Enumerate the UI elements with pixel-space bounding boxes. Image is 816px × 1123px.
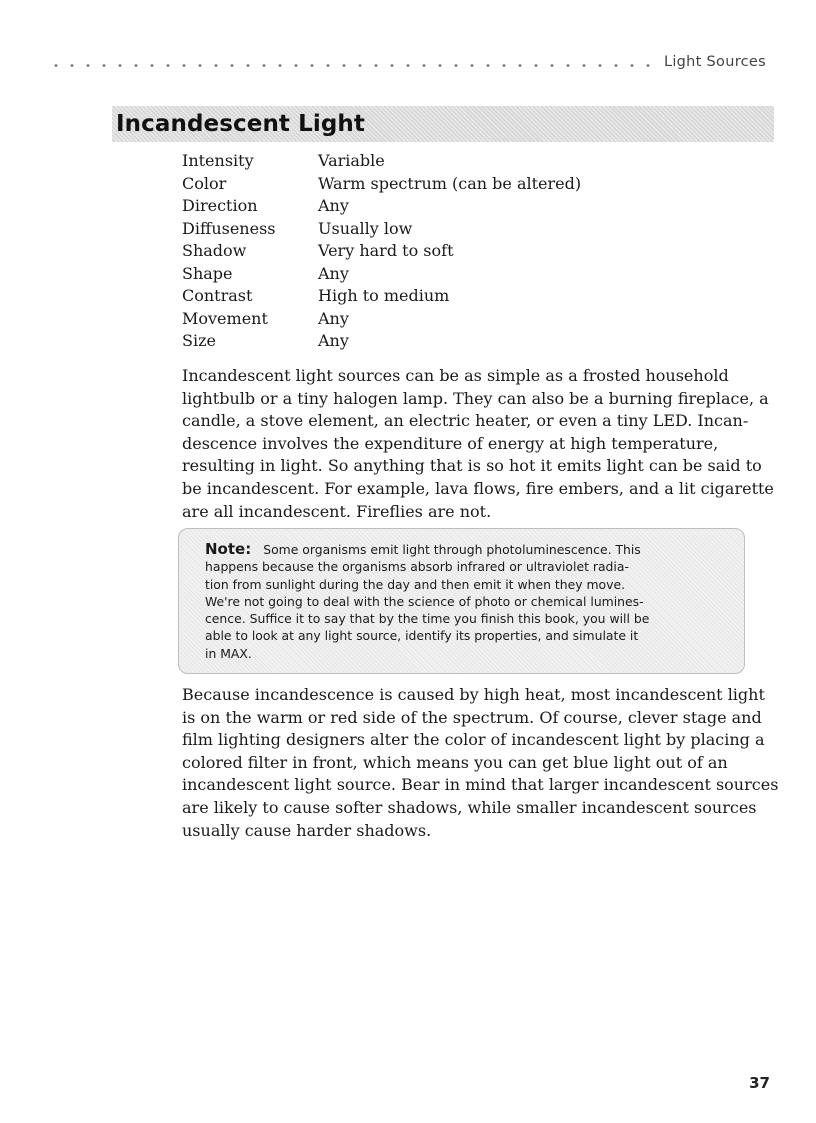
text-line: are likely to cause softer shadows, while smaller incandescent sources — [182, 797, 757, 817]
note-box — [178, 528, 745, 674]
note-line: cence. Suffice it to say that by the time you finish this book, you will be — [205, 611, 650, 627]
property-row — [182, 218, 702, 241]
body-paragraph-1 — [182, 365, 782, 523]
property-value: Any — [318, 263, 349, 283]
note-line: tion from sunlight during the day and then emit it when they move. — [205, 576, 626, 592]
property-value: Usually low — [318, 218, 413, 238]
property-row — [182, 240, 702, 263]
property-name: Size — [182, 331, 216, 350]
note-line: able to look at any light source, identify its properties, and simulate it — [205, 628, 639, 644]
property-value: Any — [318, 331, 349, 350]
text-line: resulting in light. So anything that is so hot it emits light can be said to — [182, 456, 762, 476]
text-line: descence involves the expenditure of energy at high temperature, — [182, 433, 719, 453]
running-title: Light Sources — [663, 54, 766, 70]
text-line: usually cause harder shadows. — [182, 820, 432, 840]
text-line: colored filter in front, which means you can get blue light out of an — [182, 752, 728, 772]
property-name: Shadow — [182, 241, 247, 260]
body-paragraph-2 — [182, 684, 782, 842]
property-row — [182, 195, 702, 218]
section-heading-bar — [112, 106, 774, 142]
text-line: lightbulb or a tiny halogen lamp. They can also be a burning fireplace, a — [182, 388, 769, 408]
property-value: Variable — [318, 151, 385, 170]
section-title: Incandescent Light — [116, 111, 365, 137]
property-row — [182, 263, 702, 286]
note-line: happens because the organisms absorb infrared or ultraviolet radia- — [205, 559, 629, 575]
text-line: film lighting designers alter the color of incandescent light by placing a — [182, 730, 765, 750]
property-row — [182, 285, 702, 308]
property-value: Any — [318, 196, 349, 215]
property-value: Warm spectrum (can be altered) — [318, 173, 582, 193]
text-line: is on the warm or red side of the spectrum. Of course, clever stage and — [182, 707, 762, 727]
property-row — [182, 308, 702, 331]
leader-dots — [48, 64, 654, 67]
text-line: incandescent light source. Bear in mind that larger incandescent sources — [182, 775, 779, 795]
property-name: Shape — [182, 263, 233, 283]
running-header — [48, 52, 766, 72]
property-row — [182, 173, 702, 196]
text-line: be incandescent. For example, lava flows, fire embers, and a lit cigarette — [182, 478, 774, 498]
text-line: are all incandescent. Fireflies are not. — [182, 501, 492, 521]
property-row — [182, 330, 702, 353]
note-line: We're not going to deal with the science of photo or chemical lumines- — [205, 593, 644, 609]
property-name: Intensity — [182, 151, 254, 170]
note-line — [205, 541, 735, 558]
property-name: Color — [182, 173, 227, 193]
note-label: Note: — [205, 540, 252, 558]
property-name: Movement — [182, 308, 268, 328]
note-line: in MAX. — [205, 645, 252, 661]
property-value: Very hard to soft — [318, 241, 454, 260]
property-row — [182, 150, 702, 173]
note-text — [205, 541, 735, 662]
property-name: Diffuseness — [182, 218, 276, 238]
property-name: Contrast — [182, 286, 253, 305]
text-line: Because incandescence is caused by high heat, most incandescent light — [182, 685, 765, 704]
property-value: High to medium — [318, 286, 450, 305]
property-value: Any — [318, 308, 349, 328]
properties-table — [182, 150, 702, 353]
text-line: Incandescent light sources can be as simple as a frosted household — [182, 366, 729, 385]
page-number: 37 — [749, 1074, 770, 1092]
property-name: Direction — [182, 196, 258, 215]
note-line-text: Some organisms emit light through photoluminescence. This — [263, 542, 641, 557]
text-line: candle, a stove element, an electric heater, or even a tiny LED. Incan- — [182, 411, 749, 431]
